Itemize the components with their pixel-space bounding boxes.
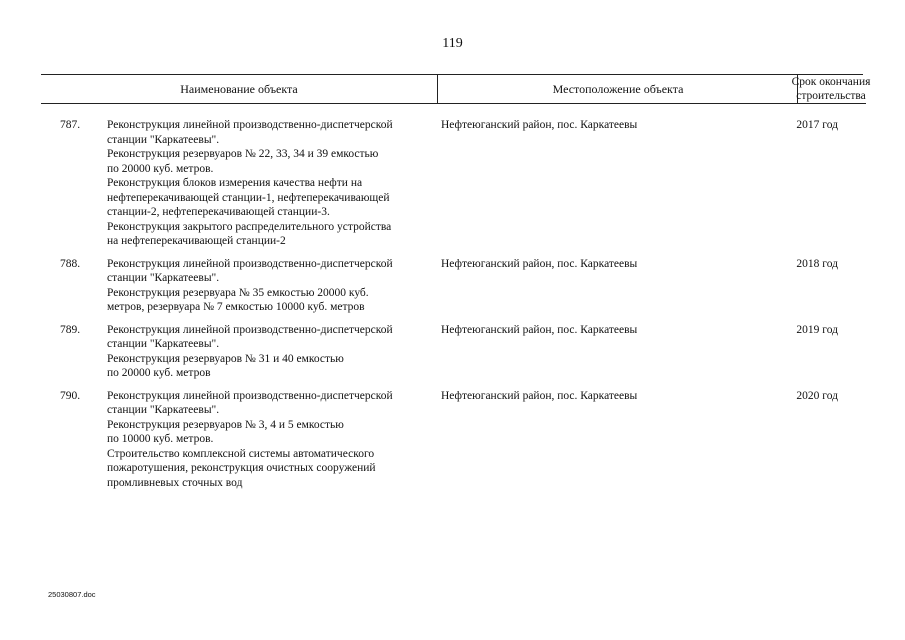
header-term-line1: Срок окончания [791, 75, 871, 88]
object-name-line: Реконструкция резервуаров № 22, 33, 34 и 39 емкостью [107, 148, 379, 160]
header-location-column: Местоположение объекта [437, 75, 798, 103]
object-name-line: Реконструкция линейной производственно-диспетчерской [107, 389, 393, 402]
object-name-line: Реконструкция резервуаров № 3, 4 и 5 емкостью [107, 418, 344, 431]
row-number: 790. [60, 389, 81, 402]
object-name-line: Реконструкция линейной производственно-диспетчерской [107, 323, 393, 336]
object-name-line: станции "Каркатеевы". [107, 272, 220, 284]
completion-year: 2018 год [796, 257, 838, 270]
file-name: 25030807.doc [48, 590, 96, 599]
object-name-line: на нефтеперекачивающей станции-2 [107, 235, 286, 247]
header-term-column [791, 75, 871, 103]
object-location: Нефтеюганский район, пос. Каркатеевы [441, 323, 638, 336]
object-name-line: станции "Каркатеевы". [107, 338, 220, 350]
object-location: Нефтеюганский район, пос. Каркатеевы [441, 257, 638, 270]
object-name-line: Строительство комплексной системы автоматического [107, 447, 375, 460]
table-row [0, 257, 905, 315]
object-name-line: Реконструкция резервуаров № 31 и 40 емкостью [107, 352, 344, 365]
object-name-line: по 10000 куб. метров. [107, 433, 214, 445]
table-header [41, 74, 871, 104]
row-number: 788. [60, 257, 81, 270]
object-name-line: Реконструкция блоков измерения качества нефти на [107, 177, 363, 189]
object-name-line: нефтеперекачивающей станции-1, нефтеперекачивающей [107, 191, 390, 204]
object-name [107, 323, 437, 381]
row-number: 789. [60, 323, 81, 336]
object-name-line: по 20000 куб. метров [107, 367, 211, 379]
header-name-column: Наименование объекта [180, 81, 298, 96]
table-row [0, 118, 905, 249]
completion-year: 2017 год [796, 119, 838, 131]
page-number: 119 [442, 36, 463, 51]
row-number: 787. [60, 119, 81, 131]
object-name [107, 389, 437, 491]
object-name-line: по 20000 куб. метров. [107, 162, 214, 175]
object-location: Нефтеюганский район, пос. Каркатеевы [441, 119, 638, 131]
object-name [107, 118, 437, 249]
object-name-line: Реконструкция линейной производственно-диспетчерской [107, 257, 393, 270]
object-location: Нефтеюганский район, пос. Каркатеевы [441, 389, 638, 402]
completion-year: 2020 год [796, 389, 838, 402]
object-name-line: станции-2, нефтеперекачивающей станции-3. [107, 206, 330, 218]
object-name-line: Реконструкция резервуара № 35 емкостью 20000 куб. [107, 286, 369, 299]
object-name-line: Реконструкция закрытого распределительного устройства [107, 220, 392, 233]
object-name-line: метров, резервуара № 7 емкостью 10000 куб. метров [107, 301, 365, 313]
header-term-line2: строительства [796, 89, 866, 102]
object-name-line: станции "Каркатеевы". [107, 133, 220, 146]
object-name-line: пожаротушения, реконструкция очистных сооружений [107, 462, 376, 474]
object-name-line: промливневых сточных вод [107, 476, 243, 489]
table-row [0, 323, 905, 381]
object-name-line: Реконструкция линейной производственно-диспетчерской [107, 119, 393, 131]
completion-year: 2019 год [796, 323, 838, 336]
table-row [0, 389, 905, 491]
object-name [107, 257, 437, 315]
object-name-line: станции "Каркатеевы". [107, 404, 220, 416]
table-body [0, 118, 905, 498]
